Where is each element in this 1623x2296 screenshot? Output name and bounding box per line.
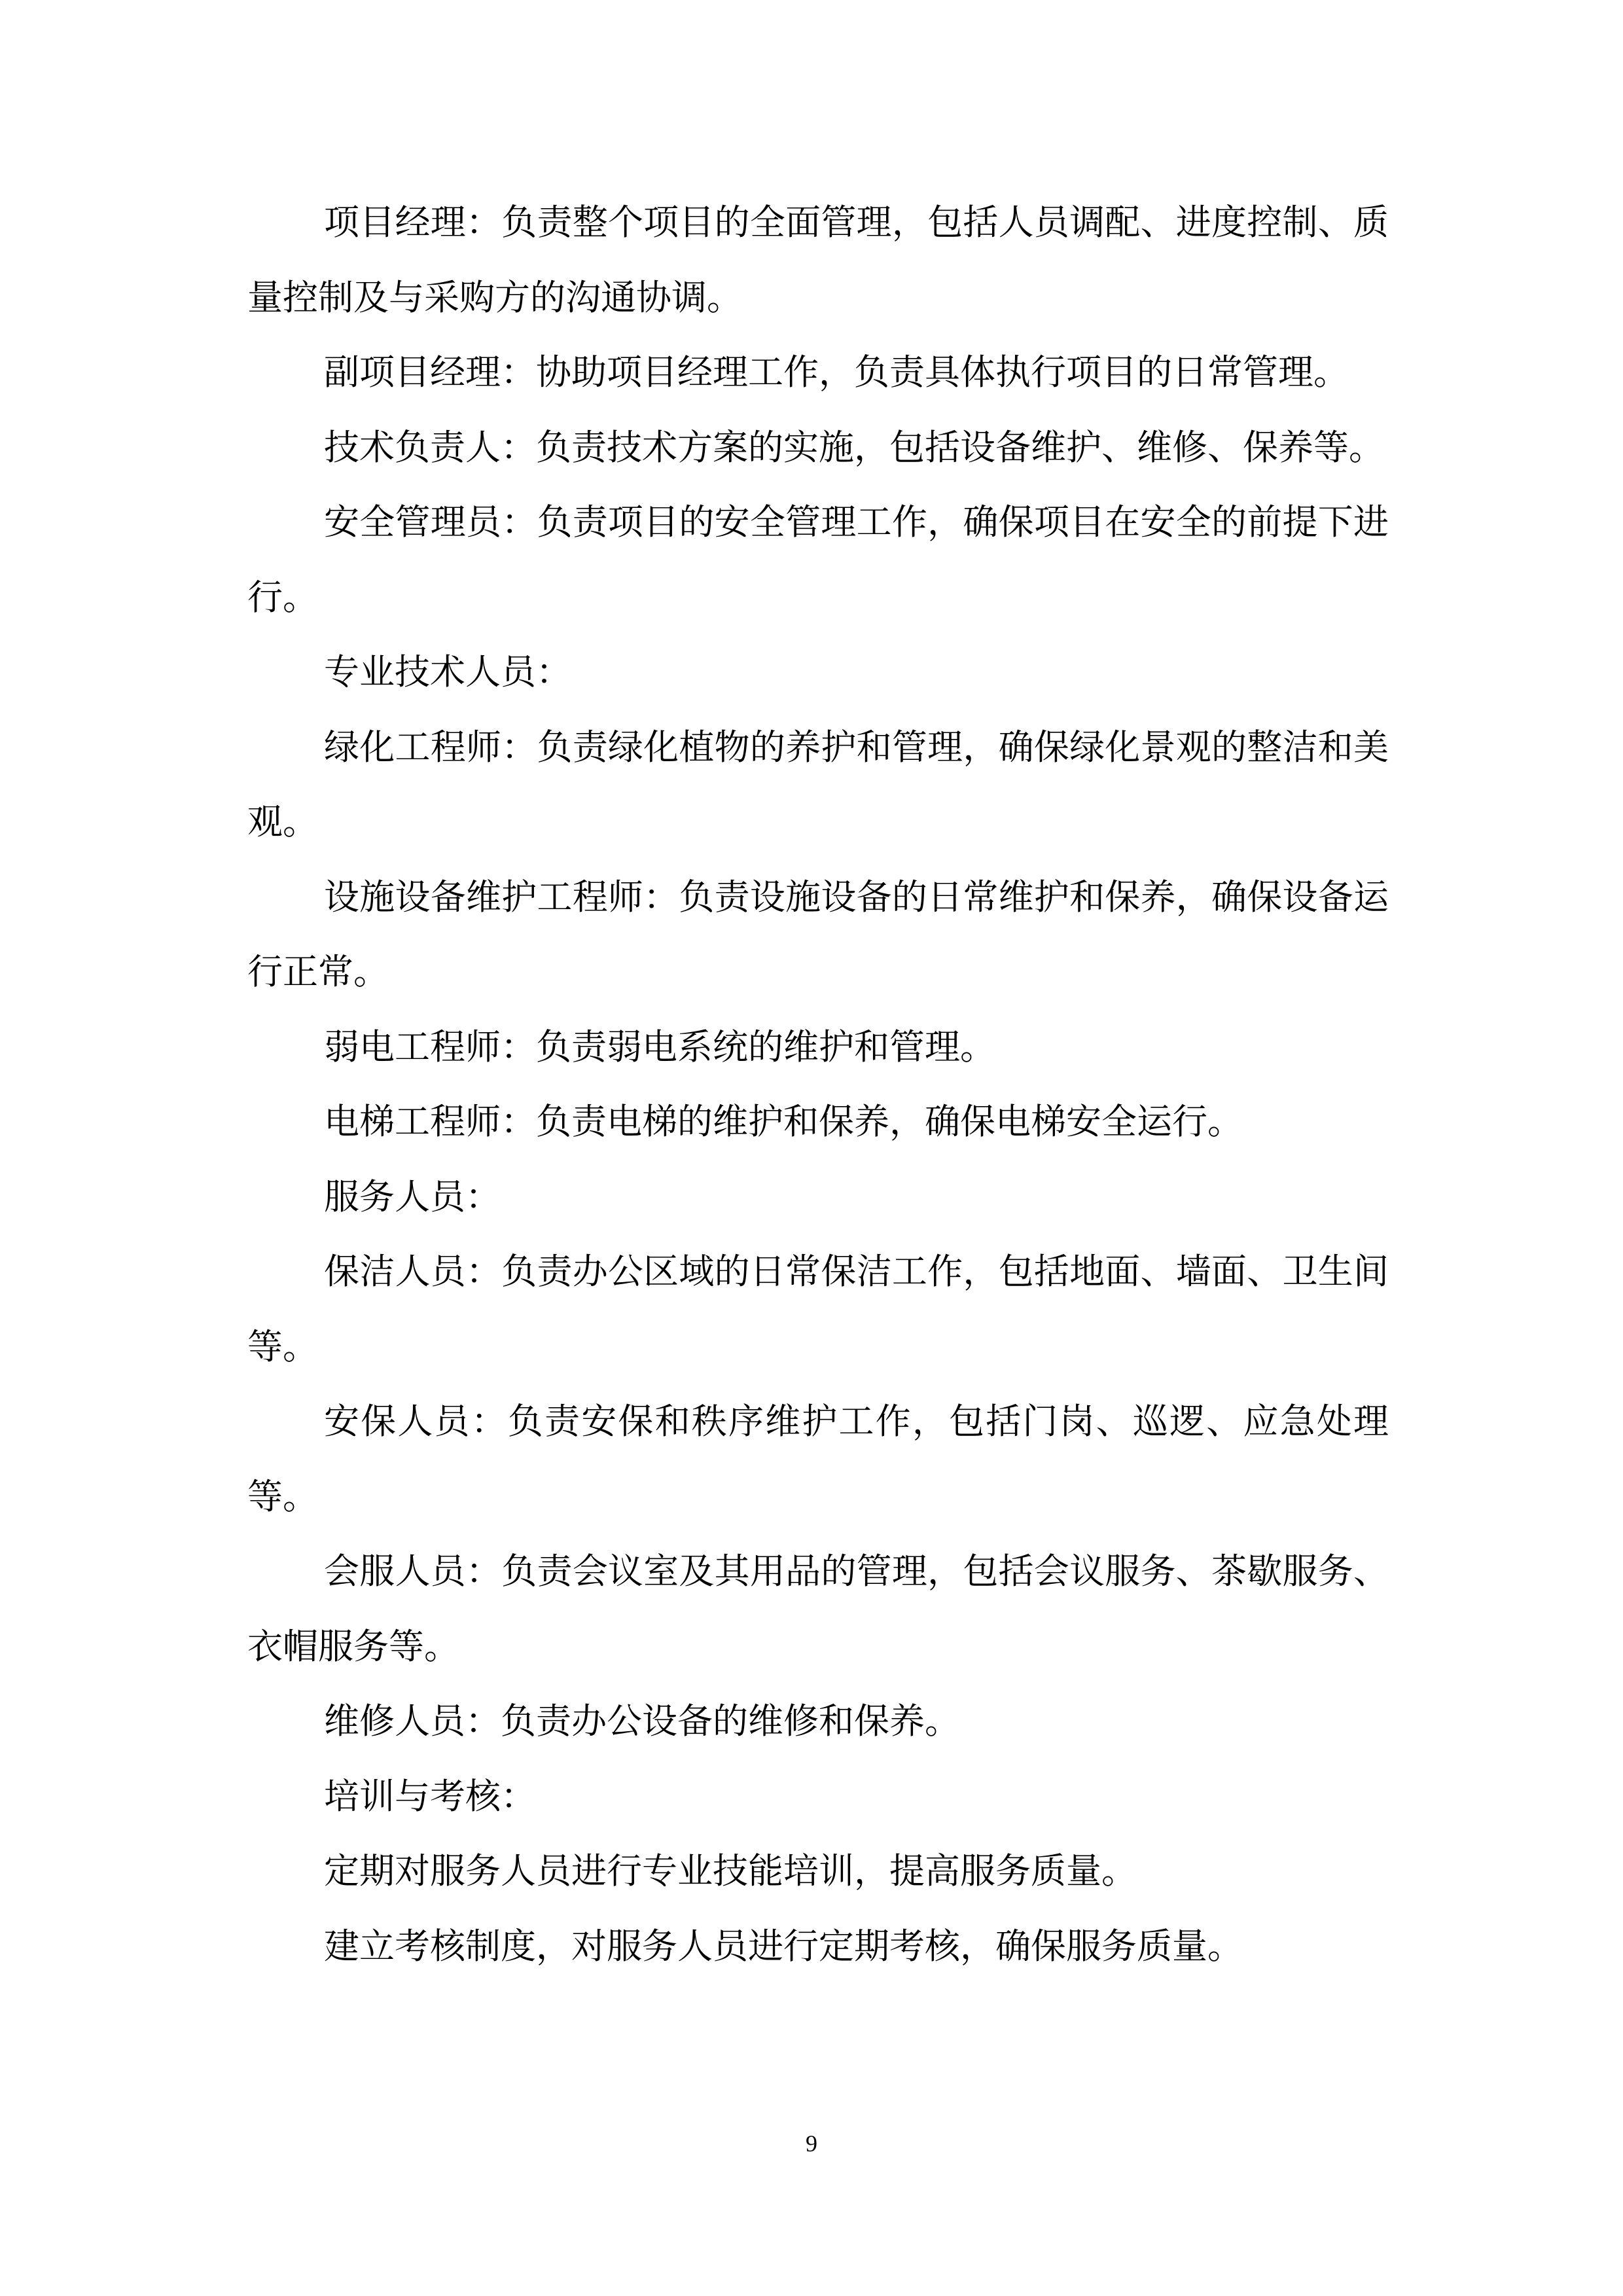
paragraph-greening-engineer: 绿化工程师：负责绿化植物的养护和管理，确保绿化景观的整洁和美观。 xyxy=(247,726,1389,842)
paragraph-deputy-project-manager: 副项目经理：协助项目经理工作，负责具体执行项目的日常管理。 xyxy=(324,351,1349,393)
paragraph-project-manager: 项目经理：负责整个项目的全面管理，包括人员调配、进度控制、质量控制及与采购方的沟通协调。 xyxy=(247,202,1389,318)
paragraph-training-heading: 培训与考核： xyxy=(324,1775,536,1817)
paragraph-maintenance-staff: 维修人员：负责办公设备的维修和保养。 xyxy=(324,1700,960,1742)
paragraph-conference-staff: 会服人员：负责会议室及其用品的管理，包括会议服务、茶歇服务、衣帽服务等。 xyxy=(247,1551,1389,1667)
paragraph-professional-staff-heading: 专业技术人员： xyxy=(324,651,571,692)
paragraph-training: 定期对服务人员进行专业技能培训，提高服务质量。 xyxy=(324,1850,1137,1892)
paragraph-low-voltage-engineer: 弱电工程师：负责弱电系统的维护和管理。 xyxy=(324,1026,995,1067)
paragraph-safety-manager: 安全管理员：负责项目的安全管理工作，确保项目在安全的前提下进行。 xyxy=(247,501,1389,618)
body-text xyxy=(247,185,1389,1984)
paragraph-service-staff-heading: 服务人员： xyxy=(324,1175,501,1217)
paragraph-security-staff: 安保人员：负责安保和秩序维护工作，包括门岗、巡逻、应急处理等。 xyxy=(247,1401,1389,1517)
paragraph-assessment: 建立考核制度，对服务人员进行定期考核，确保服务质量。 xyxy=(324,1925,1243,1967)
paragraph-cleaning-staff: 保洁人员：负责办公区域的日常保洁工作，包括地面、墙面、卫生间等。 xyxy=(247,1251,1389,1367)
page-number: 9 xyxy=(806,2130,817,2157)
paragraph-facility-engineer: 设施设备维护工程师：负责设施设备的日常维护和保养，确保设备运行正常。 xyxy=(247,876,1389,992)
paragraph-technical-lead: 技术负责人：负责技术方案的实施，包括设备维护、维修、保养等。 xyxy=(324,426,1384,468)
paragraph-elevator-engineer: 电梯工程师：负责电梯的维护和保养，确保电梯安全运行。 xyxy=(324,1101,1243,1142)
